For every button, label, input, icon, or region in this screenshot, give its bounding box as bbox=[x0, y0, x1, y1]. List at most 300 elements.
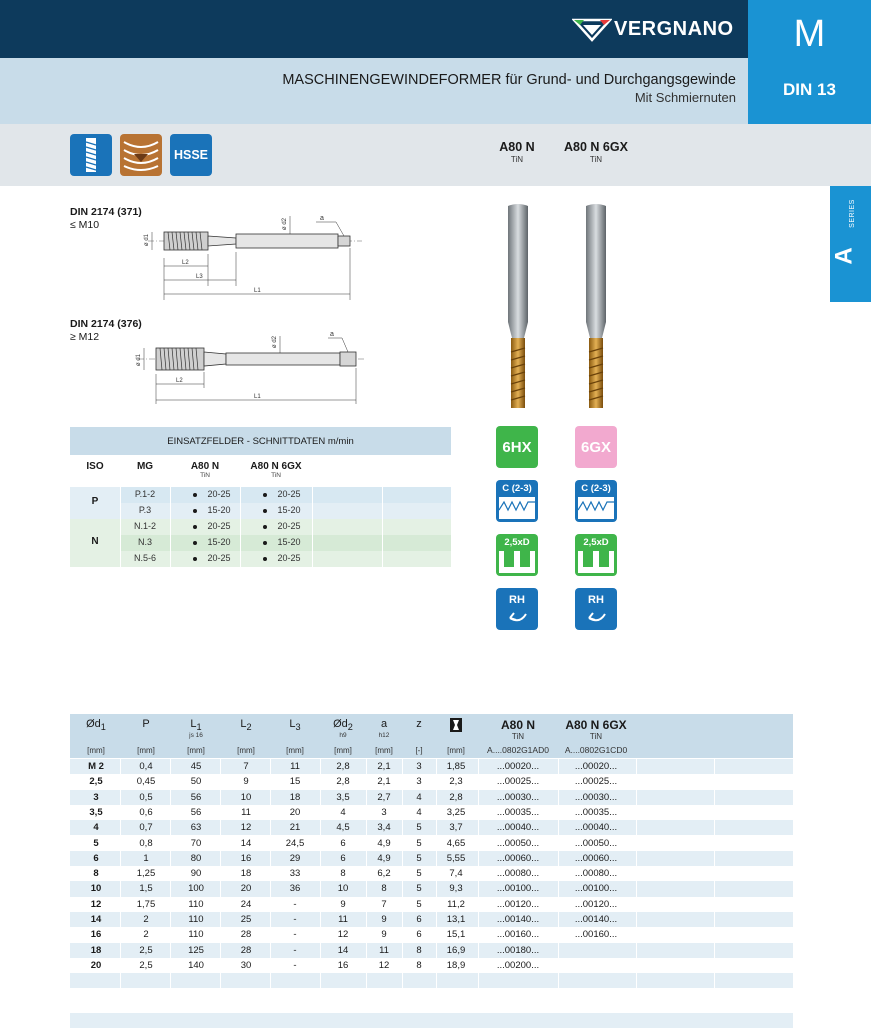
column-separator bbox=[366, 759, 367, 774]
col-d1: $Ød_1$ bbox=[86, 718, 106, 733]
column-separator bbox=[402, 774, 403, 789]
table-cell[interactable]: ...00035... bbox=[574, 806, 618, 818]
table-row bbox=[70, 973, 793, 988]
column-separator bbox=[270, 912, 271, 927]
table-cell[interactable]: ...00025... bbox=[574, 776, 618, 788]
series-tab bbox=[830, 186, 871, 302]
column-separator bbox=[220, 759, 221, 774]
column-separator bbox=[436, 943, 437, 958]
mg-cell: P.3 bbox=[138, 505, 152, 515]
table-cell: - bbox=[293, 898, 297, 910]
table-cell: 3,7 bbox=[449, 822, 463, 834]
column-separator bbox=[478, 881, 479, 896]
table-cell[interactable]: ...00120... bbox=[496, 898, 540, 910]
column-separator bbox=[320, 943, 321, 958]
column-separator bbox=[478, 805, 479, 820]
column-separator bbox=[402, 958, 403, 973]
column-separator bbox=[714, 790, 715, 805]
column-separator bbox=[220, 958, 221, 973]
table-cell: 5 bbox=[416, 898, 422, 910]
chamfer-badge bbox=[575, 480, 617, 522]
col-a80n6gx bbox=[240, 461, 312, 479]
table-cell: 9 bbox=[243, 776, 249, 788]
table-cell: 9 bbox=[381, 914, 387, 925]
column-separator bbox=[170, 943, 171, 958]
column-separator bbox=[120, 897, 121, 912]
table-cell: 33 bbox=[289, 868, 301, 880]
chamfer-icon bbox=[575, 480, 617, 522]
column-separator bbox=[220, 927, 221, 942]
table-cell[interactable]: ...00160... bbox=[574, 929, 618, 941]
column-separator bbox=[270, 805, 271, 820]
table-cell: 9,3 bbox=[449, 883, 463, 895]
bullet-icon bbox=[263, 541, 267, 545]
table-row bbox=[70, 790, 793, 805]
table-cell[interactable]: ...00160... bbox=[496, 929, 540, 941]
column-separator bbox=[170, 805, 171, 820]
col-pitch: P bbox=[142, 718, 150, 730]
col-l3: $L_3$ bbox=[289, 718, 301, 733]
column-separator bbox=[170, 866, 171, 881]
column-separator bbox=[636, 912, 637, 927]
column-separator bbox=[714, 958, 715, 973]
column-separator bbox=[436, 851, 437, 866]
bullet-icon bbox=[263, 509, 267, 513]
column-separator bbox=[320, 820, 321, 835]
table-cell[interactable]: ...00020... bbox=[496, 761, 540, 772]
rotation-arrow-icon bbox=[575, 588, 617, 630]
thread-size-cell: 12 bbox=[90, 898, 102, 910]
table-cell: 11 bbox=[379, 944, 389, 956]
table-row bbox=[70, 805, 793, 820]
table-cell: 5 bbox=[416, 822, 422, 834]
column-separator bbox=[270, 881, 271, 896]
column-separator bbox=[270, 927, 271, 942]
column-separator bbox=[366, 881, 367, 896]
column-separator bbox=[636, 805, 637, 820]
column-separator bbox=[714, 820, 715, 835]
table-cell[interactable]: ...00080... bbox=[574, 868, 618, 880]
column-separator bbox=[270, 774, 271, 789]
table-cell: 25 bbox=[240, 914, 252, 925]
column-separator bbox=[170, 897, 171, 912]
column-separator bbox=[402, 881, 403, 896]
column-separator bbox=[402, 836, 403, 851]
technical-drawing-376 bbox=[130, 326, 370, 408]
table-cell[interactable]: ...00040... bbox=[496, 822, 540, 834]
table-cell: 2 bbox=[143, 914, 149, 925]
title-line-2: Mit Schmiernuten bbox=[634, 90, 736, 105]
rotation-arrow-icon bbox=[496, 588, 538, 630]
table-cell: 3 bbox=[381, 806, 387, 818]
direction-label: RH bbox=[509, 594, 525, 606]
mg-cell: P.1-2 bbox=[134, 489, 156, 499]
column-separator bbox=[366, 790, 367, 805]
chamfer-icon bbox=[496, 480, 538, 522]
column-separator bbox=[270, 943, 271, 958]
table-cell: 12 bbox=[240, 822, 252, 834]
table-cell: 1,85 bbox=[446, 761, 466, 772]
column-separator bbox=[402, 805, 403, 820]
tool-image-a80n bbox=[498, 202, 538, 412]
column-separator bbox=[220, 836, 221, 851]
column-separator bbox=[436, 820, 437, 835]
col-a80n6gx-name: A80 N 6GX bbox=[250, 461, 302, 472]
table-cell: 2,5 bbox=[139, 959, 153, 971]
column-separator bbox=[478, 820, 479, 835]
thread-size-cell: 3 bbox=[93, 791, 99, 803]
label-d1: ø d1 bbox=[136, 353, 142, 366]
direction-badge bbox=[575, 588, 617, 630]
table-cell[interactable]: ...00100... bbox=[574, 883, 618, 895]
column-separator bbox=[120, 958, 121, 973]
table-cell[interactable]: ...00025... bbox=[496, 776, 540, 788]
column-separator bbox=[636, 958, 637, 973]
column-separator bbox=[636, 881, 637, 896]
column-separator bbox=[636, 943, 637, 958]
table-cell[interactable]: ...00050... bbox=[574, 837, 618, 849]
table-cell: 8 bbox=[381, 883, 387, 895]
column-separator bbox=[402, 790, 403, 805]
column-separator bbox=[320, 897, 321, 912]
column-separator bbox=[366, 943, 367, 958]
table-cell[interactable]: ...00080... bbox=[496, 868, 540, 880]
thread-size-cell: 2,5 bbox=[89, 776, 103, 788]
column-separator bbox=[220, 820, 221, 835]
unit: [mm] bbox=[237, 746, 255, 755]
table-cell[interactable]: ...00030... bbox=[496, 791, 540, 803]
drawing-norm: DIN 2174 (376) bbox=[70, 318, 142, 330]
table-cell: 63 bbox=[190, 822, 202, 834]
column-separator bbox=[558, 836, 559, 851]
table-cell: 4 bbox=[340, 806, 346, 818]
column-separator bbox=[170, 759, 171, 774]
column-separator bbox=[636, 866, 637, 881]
table-row bbox=[70, 774, 793, 789]
unit: [mm] bbox=[334, 746, 352, 755]
value-cell: 15-20 bbox=[252, 535, 312, 550]
table-row bbox=[70, 897, 793, 912]
column-separator bbox=[714, 973, 715, 988]
vergnano-logo-icon bbox=[572, 16, 612, 42]
column-separator bbox=[402, 927, 403, 942]
table-cell: 110 bbox=[188, 898, 204, 910]
thread-size-cell: 20 bbox=[90, 959, 102, 971]
column-separator bbox=[714, 866, 715, 881]
column-separator bbox=[120, 790, 121, 805]
column-separator bbox=[436, 759, 437, 774]
table-cell: 2,1 bbox=[377, 776, 391, 788]
chamfer-label: C (2-3) bbox=[502, 483, 532, 494]
table-cell: 3 bbox=[416, 776, 422, 788]
hsse-material-icon: HSSE bbox=[170, 134, 212, 176]
table-cell: - bbox=[293, 914, 297, 925]
column-separator bbox=[220, 851, 221, 866]
bullet-icon bbox=[193, 493, 197, 497]
table-cell: 9 bbox=[340, 898, 346, 910]
table-cell: 13,1 bbox=[446, 914, 466, 925]
table-cell: 14 bbox=[337, 944, 349, 956]
cutting-group-p bbox=[70, 487, 451, 519]
col-l1: $L_1$ bbox=[190, 718, 202, 733]
column-separator bbox=[170, 927, 171, 942]
table-cell[interactable]: ...00120... bbox=[574, 898, 618, 910]
table-cell: 18,9 bbox=[446, 959, 466, 971]
table-cell: 4 bbox=[416, 791, 422, 803]
table-row bbox=[70, 943, 793, 958]
col-d2-tolerance: h9 bbox=[339, 732, 347, 739]
col-l2: $L_2$ bbox=[240, 718, 252, 733]
column-separator bbox=[366, 851, 367, 866]
table-cell: 16 bbox=[337, 959, 349, 971]
column-separator bbox=[714, 759, 715, 774]
column-separator bbox=[402, 820, 403, 835]
column-separator bbox=[558, 881, 559, 896]
column-separator bbox=[120, 973, 121, 988]
direction-label: RH bbox=[588, 594, 604, 606]
column-separator bbox=[478, 836, 479, 851]
column-separator bbox=[636, 774, 637, 789]
table-cell: 140 bbox=[188, 959, 204, 971]
value-cell: 20-25 bbox=[182, 551, 242, 566]
column-separator bbox=[170, 774, 171, 789]
table-cell: 125 bbox=[188, 944, 204, 956]
column-separator bbox=[402, 973, 403, 988]
table-cell: 20 bbox=[289, 806, 301, 818]
product-coating: TiN bbox=[589, 155, 603, 164]
section-letter: M bbox=[793, 13, 826, 55]
column-separator bbox=[558, 943, 559, 958]
column-separator bbox=[320, 790, 321, 805]
table-cell: 18 bbox=[289, 791, 301, 803]
column-separator bbox=[714, 927, 715, 942]
column-separator bbox=[714, 897, 715, 912]
column-separator bbox=[636, 851, 637, 866]
column-separator bbox=[120, 866, 121, 881]
column-separator bbox=[170, 851, 171, 866]
table-cell: 15 bbox=[289, 776, 301, 788]
table-cell: 2,8 bbox=[336, 776, 350, 788]
column-separator bbox=[170, 790, 171, 805]
column-separator bbox=[436, 927, 437, 942]
table-cell: 1,5 bbox=[139, 883, 153, 895]
column-separator bbox=[636, 897, 637, 912]
column-separator bbox=[120, 943, 121, 958]
col-a80n6gx: A80 N 6GX bbox=[565, 718, 627, 732]
tolerance-badge-6hx: 6HX bbox=[496, 426, 538, 468]
table-cell: 2,5 bbox=[139, 944, 153, 956]
column-separator bbox=[714, 805, 715, 820]
column-separator bbox=[636, 836, 637, 851]
table-cell: 4,65 bbox=[446, 837, 466, 849]
column-separator bbox=[366, 912, 367, 927]
column-separator bbox=[636, 973, 637, 988]
column-separator bbox=[436, 897, 437, 912]
table-cell[interactable]: ...00180... bbox=[496, 944, 540, 956]
depth-badge bbox=[575, 534, 617, 576]
table-cell: 28 bbox=[240, 944, 252, 956]
table-cell: 28 bbox=[240, 929, 252, 941]
column-separator bbox=[320, 973, 321, 988]
table-cell: 1 bbox=[143, 852, 149, 864]
table-cell: 45 bbox=[190, 761, 202, 772]
column-separator bbox=[320, 958, 321, 973]
col-a80n bbox=[172, 461, 238, 479]
table-cell: 70 bbox=[190, 837, 202, 849]
table-cell[interactable]: ...00100... bbox=[496, 883, 540, 895]
label-d2: ø d2 bbox=[272, 335, 278, 348]
column-separator bbox=[270, 973, 271, 988]
table-cell[interactable]: ...00035... bbox=[496, 806, 540, 818]
mg-cell: N.5-6 bbox=[133, 553, 156, 563]
col-mg: MG bbox=[136, 461, 154, 472]
icon-bar bbox=[0, 124, 871, 186]
column-separator bbox=[436, 836, 437, 851]
value-cell: 15-20 bbox=[252, 503, 312, 518]
brand-logo bbox=[572, 14, 734, 44]
column-separator bbox=[320, 927, 321, 942]
depth-badge bbox=[496, 534, 538, 576]
column-separator bbox=[558, 973, 559, 988]
column-separator bbox=[478, 927, 479, 942]
column-separator bbox=[220, 790, 221, 805]
direction-badge bbox=[496, 588, 538, 630]
table-cell[interactable]: ...00140... bbox=[496, 914, 540, 925]
table-cell: 1,75 bbox=[136, 898, 156, 910]
table-cell: 2,8 bbox=[449, 791, 463, 803]
column-separator bbox=[402, 897, 403, 912]
column-separator bbox=[436, 774, 437, 789]
table-cell: 9 bbox=[381, 929, 387, 941]
bullet-icon bbox=[263, 525, 267, 529]
table-cell[interactable]: ...00030... bbox=[574, 791, 618, 803]
thread-size-cell: M 2 bbox=[88, 761, 104, 772]
column-separator bbox=[402, 759, 403, 774]
title-line-1: MASCHINENGEWINDEFORMER für Grund- und Durchgangsgewinde bbox=[282, 72, 736, 88]
column-separator bbox=[120, 805, 121, 820]
table-cell: - bbox=[293, 929, 297, 941]
table-cell: 10 bbox=[337, 883, 349, 895]
column-separator bbox=[366, 774, 367, 789]
table-cell: 0,5 bbox=[139, 791, 153, 803]
column-separator bbox=[558, 805, 559, 820]
col-a80n6gx-coating: TiN bbox=[589, 732, 603, 741]
chamfer-badge bbox=[496, 480, 538, 522]
value-cell: 20-25 bbox=[252, 519, 312, 534]
column-separator bbox=[270, 820, 271, 835]
column-separator bbox=[636, 790, 637, 805]
blind-hole-icon bbox=[496, 534, 538, 576]
table-cell: 21 bbox=[289, 822, 301, 834]
table-row bbox=[70, 866, 793, 881]
value-cell: 15-20 bbox=[182, 503, 242, 518]
table-cell: 110 bbox=[188, 914, 204, 925]
table-cell: 2,8 bbox=[336, 761, 350, 772]
page-title bbox=[282, 72, 736, 106]
table-cell: 12 bbox=[378, 959, 390, 971]
column-separator bbox=[120, 851, 121, 866]
column-separator bbox=[220, 881, 221, 896]
column-separator bbox=[478, 958, 479, 973]
bullet-icon bbox=[193, 509, 197, 513]
column-separator bbox=[436, 958, 437, 973]
chamfer-label: C (2-3) bbox=[581, 483, 611, 494]
table-cell: 0,45 bbox=[136, 776, 156, 788]
column-separator bbox=[636, 759, 637, 774]
label-l1: L1 bbox=[254, 288, 261, 294]
table-cell: 30 bbox=[240, 959, 252, 971]
table-cell[interactable]: ...00060... bbox=[574, 852, 618, 864]
bullet-icon bbox=[263, 557, 267, 561]
table-row bbox=[70, 820, 793, 835]
blind-hole-icon bbox=[575, 534, 617, 576]
iso-group-label: P bbox=[91, 496, 99, 507]
table-cell[interactable]: ...00020... bbox=[574, 761, 618, 772]
table-cell: 3,25 bbox=[446, 806, 466, 818]
unit: [mm] bbox=[87, 746, 105, 755]
column-separator bbox=[636, 927, 637, 942]
column-separator bbox=[558, 774, 559, 789]
table-cell: 29 bbox=[289, 852, 301, 864]
table-cell[interactable]: ...00200... bbox=[496, 959, 540, 971]
column-separator bbox=[402, 851, 403, 866]
column-separator bbox=[270, 851, 271, 866]
product-coating: TiN bbox=[510, 155, 524, 164]
value-cell: 20-25 bbox=[182, 487, 242, 502]
table-cell: 5 bbox=[416, 883, 422, 895]
column-separator bbox=[366, 897, 367, 912]
column-separator bbox=[270, 836, 271, 851]
label-d2: ø d2 bbox=[282, 217, 288, 230]
column-separator bbox=[220, 866, 221, 881]
table-cell: 11 bbox=[290, 761, 300, 772]
table-cell[interactable]: ...00040... bbox=[574, 822, 618, 834]
table-row bbox=[70, 958, 793, 973]
core-hole-icon bbox=[450, 718, 462, 732]
depth-label: 2,5xD bbox=[583, 537, 609, 548]
table-cell: 1,25 bbox=[136, 868, 156, 880]
iso-group-label: N bbox=[91, 536, 99, 547]
column-separator bbox=[478, 790, 479, 805]
col-a80n: A80 N bbox=[500, 718, 535, 732]
table-cell[interactable]: ...00140... bbox=[574, 914, 618, 925]
table-cell[interactable]: ...00060... bbox=[496, 852, 540, 864]
table-cell: 0,4 bbox=[139, 761, 153, 772]
value-cell: 20-25 bbox=[182, 519, 242, 534]
bullet-icon bbox=[193, 541, 197, 545]
norm-label: DIN 13 bbox=[783, 80, 836, 99]
column-separator bbox=[270, 759, 271, 774]
column-separator bbox=[558, 958, 559, 973]
unit: [mm] bbox=[137, 746, 155, 755]
table-row bbox=[70, 881, 793, 896]
table-cell: 2,3 bbox=[449, 776, 463, 788]
table-cell: 50 bbox=[190, 776, 202, 788]
thread-size-cell: 6 bbox=[93, 852, 99, 864]
table-cell: 8 bbox=[416, 944, 422, 956]
table-cell: 16,9 bbox=[446, 944, 466, 956]
column-separator bbox=[478, 912, 479, 927]
table-cell: 0,6 bbox=[139, 806, 153, 818]
column-separator bbox=[558, 927, 559, 942]
table-cell[interactable]: ...00050... bbox=[496, 837, 540, 849]
table-cell: 11 bbox=[241, 806, 251, 818]
table-cell: 10 bbox=[240, 791, 252, 803]
column-separator bbox=[558, 851, 559, 866]
column-separator bbox=[436, 973, 437, 988]
bullet-icon bbox=[263, 493, 267, 497]
column-separator bbox=[558, 897, 559, 912]
